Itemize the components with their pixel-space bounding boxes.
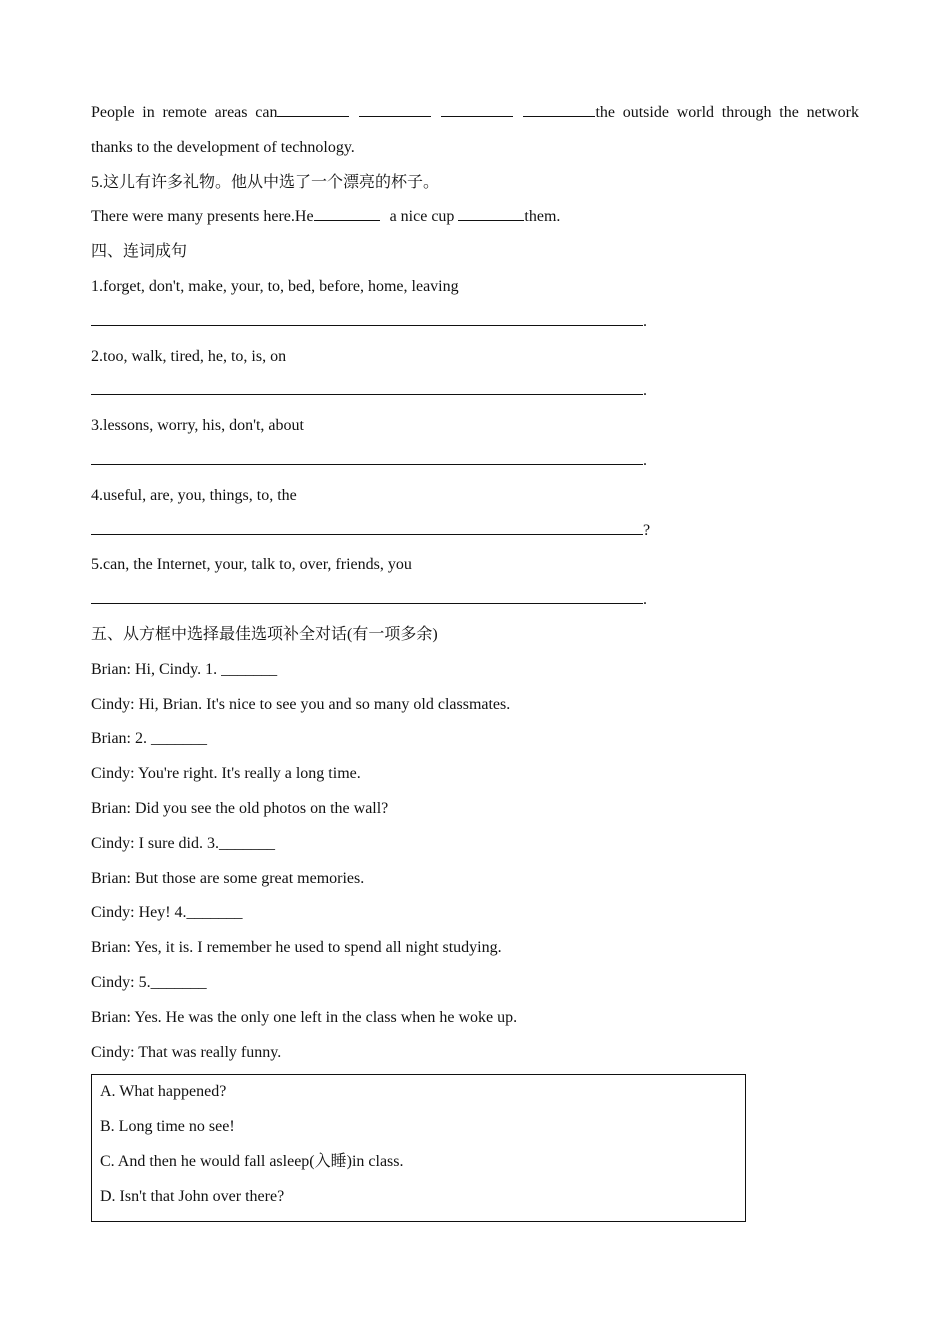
q5-text-b: a nice cup (389, 208, 455, 226)
worksheet-page (91, 96, 859, 1222)
q4-english-line (91, 96, 859, 131)
q4-text-after: the outside world through the network (595, 104, 860, 121)
end-punctuation: . (643, 382, 647, 400)
dialogue-line: Brian: Hi, Cindy. 1. _______ (91, 660, 278, 678)
answer-line[interactable] (91, 514, 643, 535)
reorder-answer-row (91, 444, 859, 479)
answer-blank[interactable] (523, 100, 595, 117)
q5-english-line (91, 200, 859, 235)
reorder-answer-row (91, 514, 859, 549)
dialogue-line: Cindy: I sure did. 3._______ (91, 834, 275, 852)
answer-line[interactable] (91, 444, 643, 465)
q4-text-before: People in remote areas can (91, 104, 278, 121)
options-box (91, 1074, 746, 1221)
end-punctuation: . (643, 591, 647, 609)
reorder-words: 5.can, the Internet, your, talk to, over, friends, you (91, 556, 412, 574)
end-punctuation: . (643, 451, 647, 469)
option-item: D. Isn't that John over there? (100, 1187, 285, 1205)
reorder-words: 3.lessons, worry, his, don't, about (91, 417, 304, 435)
dialogue-line: Brian: Yes, it is. I remember he used to spend all night studying. (91, 939, 502, 957)
dialogue-line: Cindy: Hey! 4._______ (91, 904, 243, 922)
reorder-answer-row (91, 374, 859, 409)
end-punctuation: . (643, 312, 647, 330)
q4-english-continuation: thanks to the development of technology. (91, 138, 355, 156)
reorder-answer-row (91, 305, 859, 340)
answer-blank[interactable] (441, 100, 513, 117)
dialogue-line: Brian: Yes. He was the only one left in the class when he woke up. (91, 1008, 518, 1026)
section5-title: 五、从方框中选择最佳选项补全对话(有一项多余) (91, 625, 438, 643)
option-item: A. What happened? (100, 1083, 227, 1101)
option-item: C. And then he would fall asleep(入睡)in class. (100, 1152, 404, 1170)
reorder-answer-row (91, 583, 859, 618)
section4-title: 四、连词成句 (91, 243, 188, 261)
end-punctuation: ? (643, 521, 651, 539)
reorder-words: 1.forget, don't, make, your, to, bed, before, home, leaving (91, 277, 459, 295)
dialogue-line: Brian: 2. _______ (91, 730, 207, 748)
reorder-words: 2.too, walk, tired, he, to, is, on (91, 347, 287, 365)
dialogue-line: Cindy: 5._______ (91, 973, 207, 991)
q5-text-a: There were many presents here.He (91, 208, 314, 226)
dialogue-line: Cindy: You're right. It's really a long time. (91, 765, 361, 783)
dialogue-line: Cindy: That was really funny. (91, 1043, 282, 1061)
dialogue-line: Brian: But those are some great memories. (91, 869, 365, 887)
option-item: B. Long time no see! (100, 1118, 235, 1136)
answer-blank[interactable] (277, 100, 349, 117)
q5-text-c: them. (524, 208, 561, 226)
dialogue-line: Cindy: Hi, Brian. It's nice to see you and so many old classmates. (91, 695, 511, 713)
dialogue-line: Brian: Did you see the old photos on the wall? (91, 799, 389, 817)
q5-chinese: 5.这儿有许多礼物。他从中选了一个漂亮的杯子。 (91, 173, 440, 191)
answer-line[interactable] (91, 583, 643, 604)
answer-blank[interactable] (458, 204, 524, 221)
answer-blank[interactable] (359, 100, 431, 117)
answer-line[interactable] (91, 374, 643, 395)
answer-blank[interactable] (314, 204, 380, 221)
reorder-words: 4.useful, are, you, things, to, the (91, 486, 297, 504)
answer-line[interactable] (91, 305, 643, 326)
